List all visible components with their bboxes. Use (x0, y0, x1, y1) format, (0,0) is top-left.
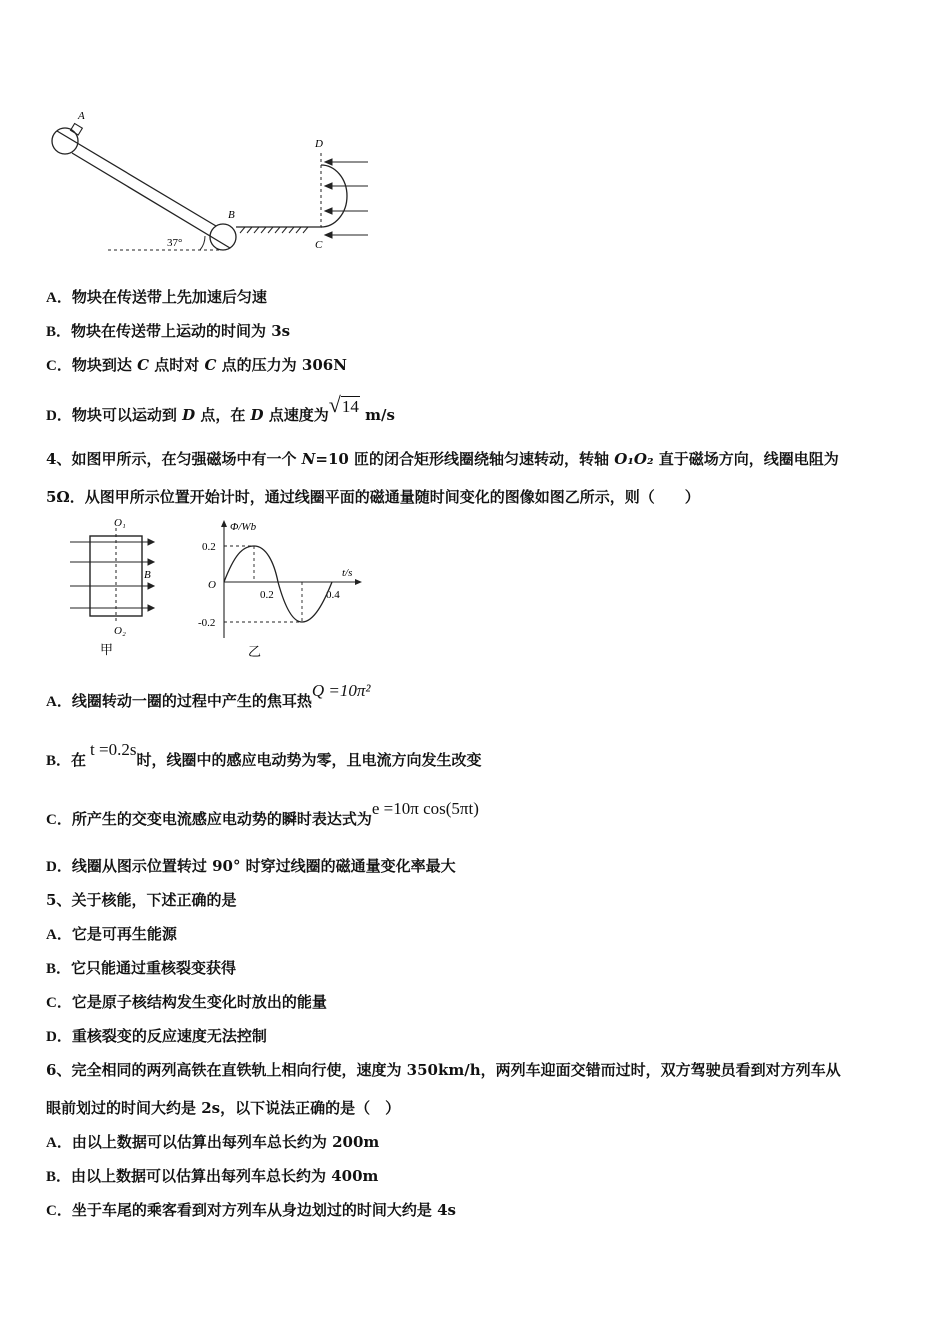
q5-option-a: A．它是可再生能源 (46, 925, 177, 943)
semicircle-track (321, 165, 347, 227)
xlabel: t/s (342, 567, 353, 579)
label-a: A (78, 110, 85, 122)
q6-option-c: C．坐于车尾的乘客看到对方列车从身边划过的时间大约是 4s (46, 1201, 456, 1219)
q4-option-b: B．在t =0.2s时，线圈中的感应电动势为零，且电流方向发生改变 (46, 740, 482, 769)
q5-option-c: C．它是原子核结构发生变化时放出的能量 (46, 993, 327, 1011)
label-o2: O₂ (114, 625, 126, 637)
q6-stem-line2: 眼前划过的时间大约是 2s，以下说法正确的是（ ） (46, 1099, 401, 1117)
label-d: D (315, 138, 323, 150)
q4-option-c: C．所产生的交变电流感应电动势的瞬时表达式为e =10π cos(5πt) (46, 799, 479, 828)
xtick-1: 0.2 (260, 589, 274, 601)
flux-curve (224, 546, 332, 622)
ytick-pos: 0.2 (202, 541, 216, 553)
sqrt-formula: √14 (328, 392, 359, 417)
q4-stem-line1: 4、如图甲所示，在匀强磁场中有一个 N=10 匝的闭合矩形线圈绕轴匀速转动，转轴 O₁O₂ 直于磁场方向，线圈电阻为 (46, 450, 839, 468)
q4-option-a: A．线圈转动一圈的过程中产生的焦耳热Q =10π² (46, 681, 371, 710)
q3-option-a: A．物块在传送带上先加速后匀速 (46, 288, 267, 306)
origin: O (208, 579, 216, 591)
label-c: C (315, 239, 323, 251)
conveyor-figure (40, 105, 380, 260)
q5-stem: 5、关于核能，下述正确的是 (46, 891, 237, 909)
ylabel: Φ/Wb (230, 521, 257, 533)
ytick-neg: -0.2 (198, 617, 216, 629)
label-b-field: B (144, 569, 151, 581)
q4-stem-line2: 5Ω．从图甲所示位置开始计时，通过线圈平面的磁通量随时间变化的图像如图乙所示，则（ ） (46, 488, 700, 506)
label-b: B (228, 209, 235, 221)
pulley-bottom (210, 224, 236, 250)
q3-option-d: D．物块可以运动到 D 点，在 D 点速度为√14 m/s (46, 392, 395, 424)
q6-stem-line1: 6、完全相同的两列高铁在直铁轨上相向行使，速度为 350km/h，两列车迎面交错而过时，双方驾驶员看到对方列车从 (46, 1061, 841, 1079)
q6-option-b: B．由以上数据可以估算出每列车总长约为 400m (46, 1167, 379, 1185)
q3-option-c: C．物块到达 C 点时对 C 点的压力为 306N (46, 356, 347, 374)
q5-option-b: B．它只能通过重核裂变获得 (46, 959, 237, 977)
caption-yi: 乙 (248, 644, 262, 659)
angle-label: 37° (167, 237, 183, 249)
q6-option-a: A．由以上数据可以估算出每列车总长约为 200m (46, 1133, 380, 1151)
flux-graph (190, 512, 370, 662)
q5-option-d: D．重核裂变的反应速度无法控制 (46, 1027, 267, 1045)
q3-option-b: B．物块在传送带上运动的时间为 3s (46, 322, 291, 340)
xtick-2: 0.4 (326, 589, 340, 601)
block-a (71, 124, 83, 135)
coil-figure (66, 512, 166, 662)
label-o1: O₁ (114, 517, 126, 529)
q4-option-d: D．线圈从图示位置转过 90° 时穿过线圈的磁通量变化率最大 (46, 857, 456, 875)
caption-jia: 甲 (100, 642, 114, 657)
